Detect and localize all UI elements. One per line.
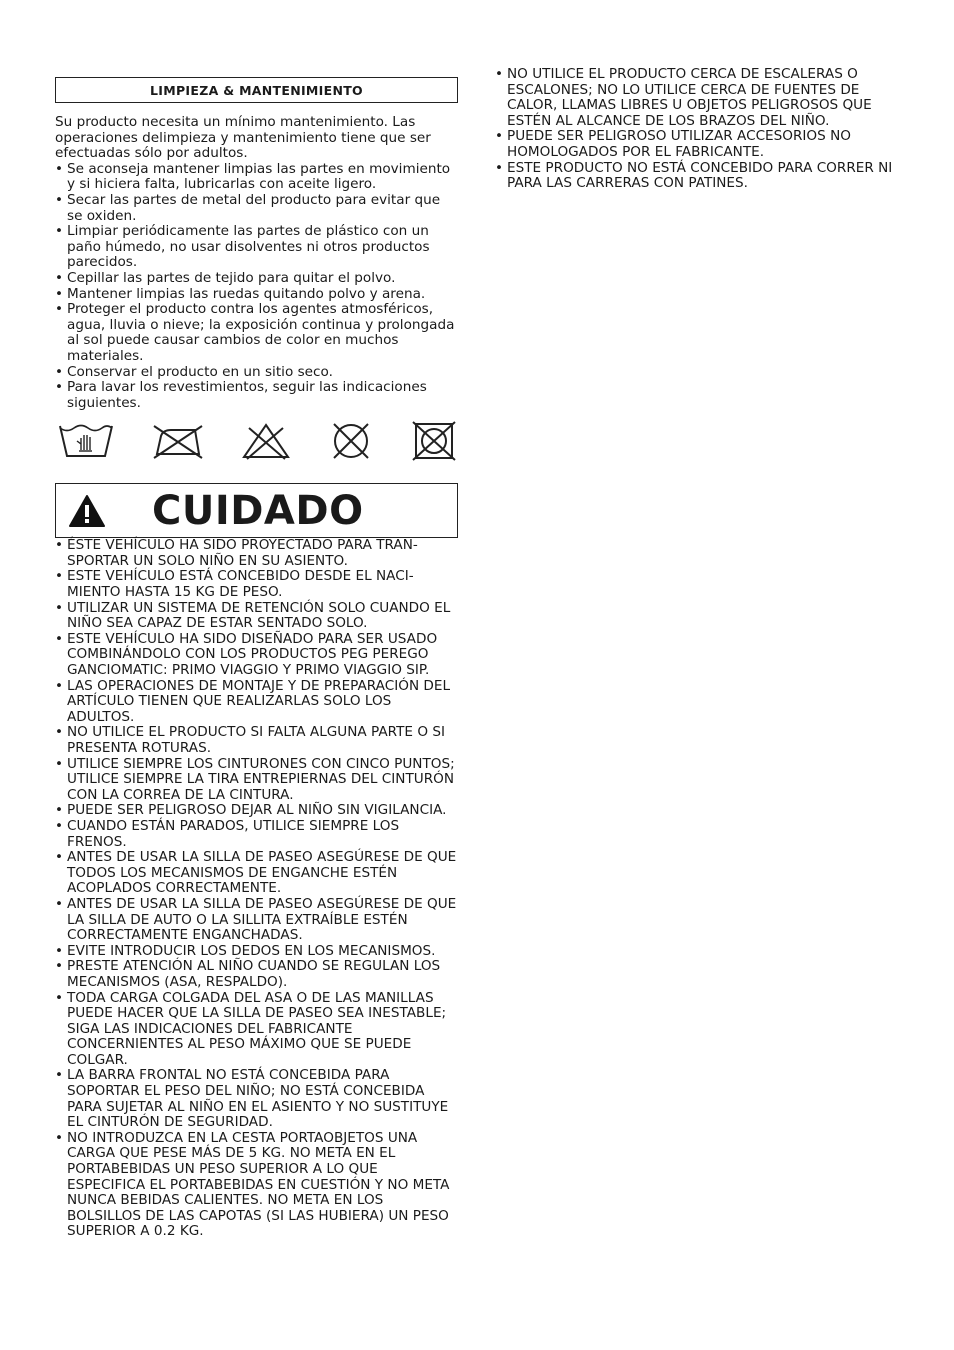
maintenance-title: LIMPIEZA & MANTENIMIENTO — [150, 82, 363, 98]
do-not-dry-clean-icon — [326, 421, 376, 461]
caution-list-left — [55, 538, 458, 1240]
list-item: • Se aconseja mantener limpias las partes en movimiento y si hiciera falta, lubricarlas con aceite ligero. — [55, 162, 458, 193]
list-item: • Para lavar los revestimientos, seguir las indicaciones siguientes. — [55, 380, 458, 411]
list-item: • ESTE VEHÍCULO ESTÁ CONCEBIDO DESDE EL NACI-MIENTO HASTA 15 KG DE PESO. — [55, 569, 458, 600]
list-item: • PUEDE SER PELIGROSO UTILIZAR ACCESORIOS NO HOMOLOGADOS POR EL FABRICANTE. — [495, 129, 905, 160]
left-column — [55, 77, 458, 1240]
do-not-tumble-dry-icon — [412, 421, 456, 461]
list-item: • ESTE PRODUCTO NO ESTÁ CONCEBIDO PARA CORRER NI PARA LAS CARRERAS CON PATINES. — [495, 161, 905, 192]
list-item: • Secar las partes de metal del producto para evitar que se oxiden. — [55, 193, 458, 224]
list-item: • Cepillar las partes de tejido para quitar el polvo. — [55, 271, 458, 287]
list-item: • ANTES DE USAR LA SILLA DE PASEO ASEGÚRESE DE QUE TODOS LOS MECANISMOS DE ENGANCHE ESTÉN ACOPLADOS CORRECTAMENTE. — [55, 850, 458, 897]
list-item: • LA BARRA FRONTAL NO ESTÁ CONCEBIDA PARA SOPORTAR EL PESO DEL NIÑO; NO ESTÁ CONCEBIDA PARA SUJETAR AL NIÑO EN EL ASIENTO Y NO SUSTITUYE EL CINTURÓN DE SEGURIDAD. — [55, 1068, 458, 1130]
list-item: • ESTE VEHÍCULO HA SIDO DISEÑADO PARA SER USADO COMBINÁNDOLO CON LOS PRODUCTOS PEG PEREGO GANCIOMATIC: PRIMO VIAGGIO Y PRIMO VIAGGIO SIP. — [55, 632, 458, 679]
list-item: • Conservar el producto en un sitio seco. — [55, 365, 458, 381]
list-item: • UTILIZAR UN SISTEMA DE RETENCIÓN SOLO CUANDO EL NIÑO SEA CAPAZ DE ESTAR SENTADO SOLO. — [55, 601, 458, 632]
list-item: • EVITE INTRODUCIR LOS DEDOS EN LOS MECANISMOS. — [55, 944, 458, 960]
warning-triangle-icon — [68, 494, 106, 528]
caution-title: CUIDADO — [152, 487, 364, 534]
caution-list-right — [495, 67, 905, 192]
list-item: • Proteger el producto contra los agentes atmosféricos, agua, lluvia o nieve; la exposición continua y prolongada al sol puede causar cambios de color en muchos materiales. — [55, 302, 458, 364]
do-not-iron-icon — [151, 422, 205, 460]
list-item: • Mantener limpias las ruedas quitando polvo y arena. — [55, 287, 458, 303]
maintenance-list — [55, 162, 458, 412]
hand-wash-icon — [57, 422, 115, 460]
right-column — [495, 67, 905, 192]
list-item: • ANTES DE USAR LA SILLA DE PASEO ASEGÚRESE DE QUE LA SILLA DE AUTO O LA SILLITA EXTRAÍBLE ESTÉN CORRECTAMENTE ENGANCHADAS. — [55, 897, 458, 944]
list-item: • UTILICE SIEMPRE LOS CINTURONES CON CINCO PUNTOS; UTILICE SIEMPRE LA TIRA ENTREPIERNAS DEL CINTURÓN CON LA CORREA DE LA CINTURA. — [55, 757, 458, 804]
list-item: • LAS OPERACIONES DE MONTAJE Y DE PREPARACIÓN DEL ARTÍCULO TIENEN QUE REALIZARLAS SOLO LOS ADULTOS. — [55, 679, 458, 726]
maintenance-intro: Su producto necesita un mínimo mantenimiento. Las operaciones delimpieza y mantenimiento tiene que ser efectuadas sólo por adultos. — [55, 114, 431, 162]
list-item: • ÉSTE VEHÍCULO HA SIDO PROYECTADO PARA TRAN-SPORTAR UN SOLO NIÑO EN SU ASIENTO. — [55, 538, 458, 569]
list-item: • Limpiar periódicamente las partes de plástico con un paño húmedo, no usar disolventes ni otros productos parecidos. — [55, 224, 458, 271]
list-item: • CUANDO ESTÁN PARADOS, UTILICE SIEMPRE LOS FRENOS. — [55, 819, 458, 850]
care-symbols — [55, 421, 458, 461]
do-not-bleach-icon — [241, 422, 291, 460]
caution-header — [55, 483, 458, 538]
list-item: • PRESTE ATENCIÓN AL NIÑO CUANDO SE REGULAN LOS MECANISMOS (ASA, RESPALDO). — [55, 959, 458, 990]
maintenance-title-box — [55, 77, 458, 103]
list-item: • NO UTILICE EL PRODUCTO CERCA DE ESCALERAS O ESCALONES; NO LO UTILICE CERCA DE FUENTES DE CALOR, LLAMAS LIBRES U OBJETOS PELIGROSOS QUE ESTÉN AL ALCANCE DE LOS BRAZOS DEL NIÑO. — [495, 67, 905, 129]
list-item: • TODA CARGA COLGADA DEL ASA O DE LAS MANILLAS PUEDE HACER QUE LA SILLA DE PASEO SEA INESTABLE; SIGA LAS INDICACIONES DEL FABRICANTE CONCERNIENTES AL PESO MÁXIMO QUE SE PUEDE COLGAR. — [55, 991, 458, 1069]
list-item: • NO INTRODUZCA EN LA CESTA PORTAOBJETOS UNA CARGA QUE PESE MÁS DE 5 KG. NO META EN EL PORTABEBIDAS UN PESO SUPERIOR A LO QUE ESPECIFICA EL PORTABEBIDAS EN CUESTIÓN Y NO META NUNCA BEBIDAS CALIENTES. NO META EN LOS BOLSILLOS DE LAS CAPOTAS (SI LAS HUBIERA) UN PESO SUPERIOR A 0.2 KG. — [55, 1131, 458, 1240]
list-item: • NO UTILICE EL PRODUCTO SI FALTA ALGUNA PARTE O SI PRESENTA ROTURAS. — [55, 725, 458, 756]
list-item: • PUEDE SER PELIGROSO DEJAR AL NIÑO SIN VIGILANCIA. — [55, 803, 458, 819]
